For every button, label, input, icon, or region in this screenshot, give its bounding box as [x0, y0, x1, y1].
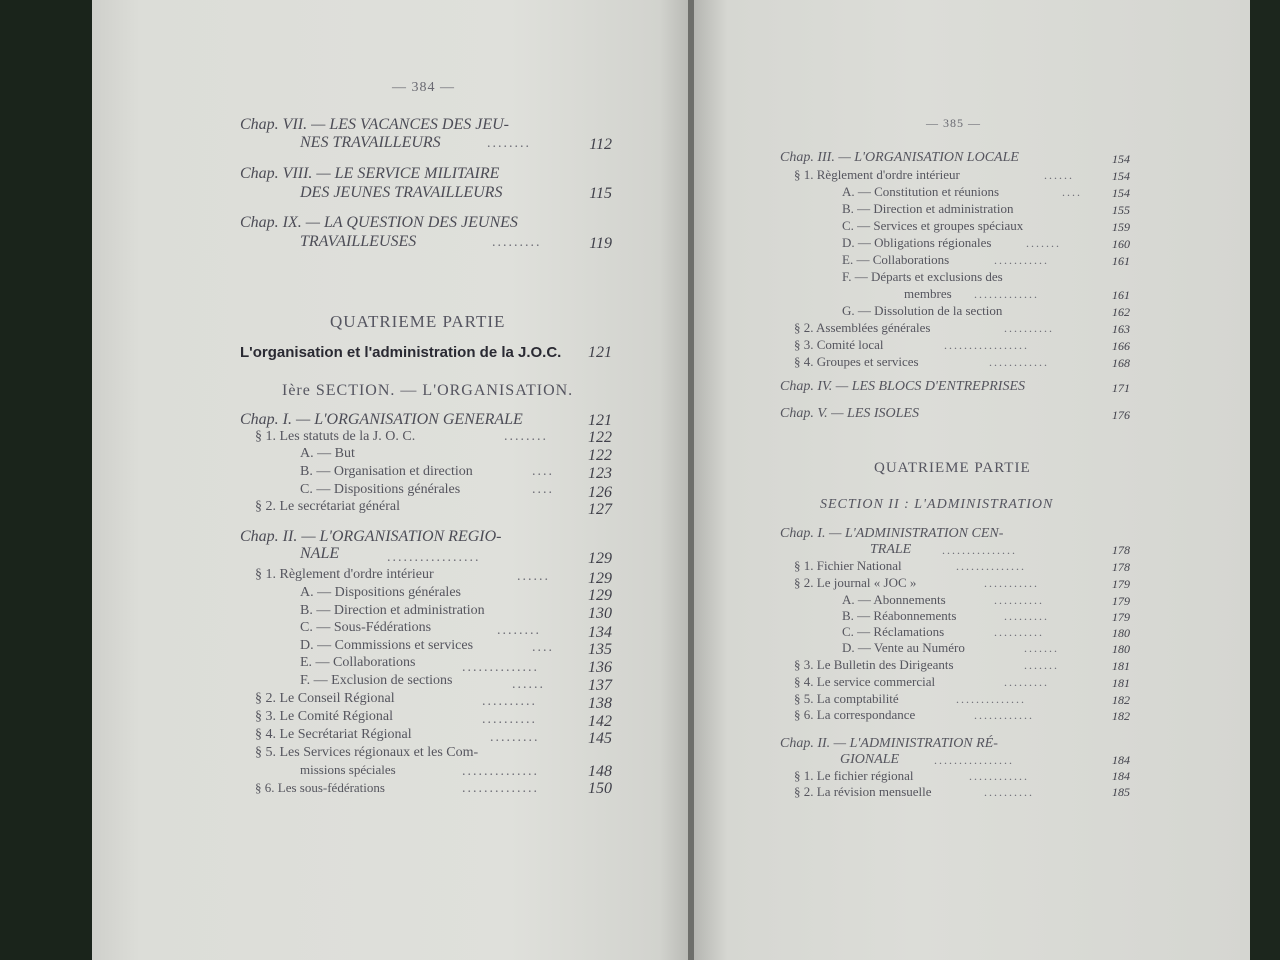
toc-entry: C. — Services et groupes spéciaux: [842, 218, 1024, 233]
toc-entry: § 2. Assemblées générales: [794, 320, 931, 335]
toc-entry: § 1. Le fichier régional: [794, 768, 914, 783]
toc-page: 185: [1112, 785, 1130, 799]
leader-dots: .........: [492, 235, 542, 250]
toc-entry: D. — Obligations régionales: [842, 235, 992, 250]
leader-dots: ............: [974, 708, 1034, 722]
page-number: — 384 —: [392, 80, 455, 95]
toc-entry: § 2. Le Conseil Régional: [255, 691, 395, 706]
toc-entry: Chap. I. — L'ADMINISTRATION CEN-: [780, 526, 1004, 541]
toc-entry: C. — Réclamations: [842, 624, 945, 639]
toc-entry: F. — Départs et exclusions des: [842, 269, 1003, 284]
toc-entry: § 2. Le secrétariat général: [255, 499, 400, 514]
toc-entry: NALE: [300, 545, 340, 562]
toc-entry: C. — Sous-Fédérations: [300, 620, 432, 635]
toc-page: 126: [588, 484, 612, 501]
toc-entry: § 6. Les sous-fédérations: [255, 780, 385, 795]
leader-dots: ..........: [482, 712, 537, 727]
leader-dots: ...........: [984, 576, 1039, 590]
toc-entry: E. — Collaborations: [842, 252, 950, 267]
leader-dots: .........: [490, 730, 540, 745]
toc-entry: D. — Commissions et services: [300, 638, 474, 653]
toc-page: 161: [1112, 288, 1130, 302]
toc-page: 154: [1112, 169, 1130, 183]
toc-entry: E. — Collaborations: [300, 655, 416, 670]
toc-page: 155: [1112, 203, 1130, 217]
toc-entry: A. — But: [300, 446, 355, 461]
page-number: — 385 —: [926, 116, 981, 130]
toc-entry: B. — Réabonnements: [842, 608, 957, 623]
leader-dots: ..............: [956, 559, 1026, 573]
toc-page: 127: [588, 501, 612, 518]
leader-dots: ..........: [482, 694, 537, 709]
toc-entry: § 4. Le Secrétariat Régional: [255, 727, 412, 742]
toc-page: 121: [588, 344, 612, 361]
toc-page: 181: [1112, 659, 1130, 673]
leader-dots: ......: [1044, 168, 1074, 182]
part-title: QUATRIEME PARTIE: [330, 312, 506, 331]
leader-dots: ........: [497, 623, 541, 638]
leader-dots: ............: [989, 355, 1049, 369]
toc-page: 142: [588, 713, 612, 730]
leader-dots: ...........: [994, 253, 1049, 267]
toc-page: 154: [1112, 186, 1130, 200]
part-title: QUATRIEME PARTIE: [874, 460, 1031, 476]
toc-entry: Chap. I. — L'ORGANISATION GENERALE: [240, 411, 523, 428]
toc-page: 178: [1112, 543, 1130, 557]
toc-page: 166: [1112, 339, 1130, 353]
toc-page: 150: [588, 780, 612, 797]
toc-entry: Chap. II. — L'ORGANISATION REGIO-: [240, 528, 502, 545]
toc-page: 178: [1112, 560, 1130, 574]
leader-dots: ....: [532, 464, 554, 479]
background-left: [0, 0, 92, 960]
background-right: [1250, 0, 1280, 960]
leader-dots: ..............: [462, 781, 539, 796]
toc-entry: Chap. V. — LES ISOLES: [780, 406, 919, 421]
toc-entry: A. — Constitution et réunions: [842, 184, 1000, 199]
leader-dots: ..............: [462, 764, 539, 779]
toc-page: 184: [1112, 753, 1130, 767]
toc-page: 137: [588, 677, 612, 694]
toc-page: 179: [1112, 577, 1130, 591]
left-page: [92, 0, 689, 960]
toc-page: 163: [1112, 322, 1130, 336]
leader-dots: ......: [517, 569, 550, 584]
leader-dots: ................: [934, 753, 1014, 767]
leader-dots: .......: [1024, 658, 1059, 672]
toc-entry: § 2. La révision mensuelle: [794, 784, 932, 799]
toc-page: 171: [1112, 381, 1130, 395]
section-title: Ière SECTION. — L'ORGANISATION.: [282, 382, 574, 399]
toc-entry: DES JEUNES TRAVAILLEURS: [300, 184, 503, 201]
toc-page: 182: [1112, 693, 1130, 707]
toc-page: 138: [588, 695, 612, 712]
toc-page: 161: [1112, 254, 1130, 268]
leader-dots: .............: [974, 287, 1039, 301]
toc-page: 182: [1112, 709, 1130, 723]
leader-dots: .......: [1024, 641, 1059, 655]
toc-entry: Chap. II. — L'ADMINISTRATION RÉ-: [780, 736, 998, 751]
toc-entry: Chap. III. — L'ORGANISATION LOCALE: [780, 150, 1019, 165]
toc-entry: A. — Abonnements: [842, 592, 946, 607]
leader-dots: ..........: [994, 625, 1044, 639]
toc-entry: Chap. IV. — LES BLOCS D'ENTREPRISES: [780, 379, 1026, 394]
toc-page: 160: [1112, 237, 1130, 251]
toc-page: 123: [588, 465, 612, 482]
toc-page: 112: [589, 136, 612, 153]
toc-page: 122: [588, 447, 612, 464]
toc-entry: § 4. Groupes et services: [794, 354, 919, 369]
toc-entry: B. — Direction et administration: [842, 201, 1014, 216]
toc-entry: NES TRAVAILLEURS: [300, 134, 441, 151]
leader-dots: ..........: [984, 785, 1034, 799]
leader-dots: ..............: [462, 660, 539, 675]
leader-dots: .................: [387, 550, 481, 565]
part-subtitle: L'organisation et l'administration de la J.O.C.: [240, 344, 562, 361]
toc-page: 130: [588, 605, 612, 622]
toc-entry: § 6. La correspondance: [794, 707, 916, 722]
toc-entry: § 3. Le Bulletin des Dirigeants: [794, 657, 954, 672]
leader-dots: ..........: [994, 593, 1044, 607]
toc-entry: § 2. Le journal « JOC »: [794, 575, 917, 590]
toc-entry: TRAVAILLEUSES: [300, 233, 417, 250]
leader-dots: ........: [487, 136, 531, 151]
toc-entry: § 1. Règlement d'ordre intérieur: [794, 167, 960, 182]
toc-entry: TRALE: [870, 542, 912, 557]
leader-dots: ...............: [942, 543, 1017, 557]
toc-page: 121: [588, 412, 612, 429]
toc-page: 129: [588, 550, 612, 567]
toc-entry: § 4. Le service commercial: [794, 674, 936, 689]
toc-page: 162: [1112, 305, 1130, 319]
toc-entry: Chap. IX. — LA QUESTION DES JEUNES: [240, 214, 518, 231]
toc-page: 181: [1112, 676, 1130, 690]
toc-page: 129: [588, 570, 612, 587]
toc-page: 134: [588, 624, 612, 641]
toc-entry: missions spéciales: [300, 762, 396, 777]
leader-dots: .........: [1004, 609, 1049, 623]
toc-page: 180: [1112, 626, 1130, 640]
toc-page: 180: [1112, 642, 1130, 656]
leader-dots: ..........: [1004, 321, 1054, 335]
toc-page: 168: [1112, 356, 1130, 370]
leader-dots: ....: [532, 640, 554, 655]
leader-dots: ....: [532, 482, 554, 497]
toc-entry: § 1. Les statuts de la J. O. C.: [255, 429, 416, 444]
toc-page: 184: [1112, 769, 1130, 783]
toc-entry: D. — Vente au Numéro: [842, 640, 965, 655]
toc-entry: § 1. Fichier National: [794, 558, 902, 573]
toc-entry: § 5. Les Services régionaux et les Com-: [255, 745, 479, 760]
toc-entry: Chap. VIII. — LE SERVICE MILITAIRE: [240, 165, 500, 182]
toc-entry: C. — Dispositions générales: [300, 482, 461, 497]
toc-page: 176: [1112, 408, 1130, 422]
toc-page: 119: [589, 235, 612, 252]
toc-page: 148: [588, 763, 612, 780]
toc-entry: B. — Direction et administration: [300, 603, 485, 618]
toc-page: 179: [1112, 594, 1130, 608]
leader-dots: .................: [944, 338, 1029, 352]
toc-entry: F. — Exclusion de sections: [300, 673, 453, 688]
right-page: [694, 0, 1250, 960]
leader-dots: ........: [504, 429, 548, 444]
toc-page: 154: [1112, 152, 1130, 166]
toc-entry: GIONALE: [840, 752, 900, 767]
toc-page: 145: [588, 730, 612, 747]
leader-dots: ............: [969, 769, 1029, 783]
toc-page: 115: [589, 185, 612, 202]
toc-entry: G. — Dissolution de la section: [842, 303, 1003, 318]
toc-entry: § 3. Le Comité Régional: [255, 709, 394, 724]
toc-entry: § 1. Règlement d'ordre intérieur: [255, 567, 434, 582]
leader-dots: ....: [1062, 185, 1082, 199]
toc-entry: Chap. VII. — LES VACANCES DES JEU-: [240, 116, 510, 133]
section-title: SECTION II : L'ADMINISTRATION: [820, 497, 1054, 512]
toc-page: 129: [588, 587, 612, 604]
leader-dots: .........: [1004, 675, 1049, 689]
toc-entry: § 5. La comptabilité: [794, 691, 899, 706]
leader-dots: .......: [1026, 236, 1061, 250]
toc-entry: A. — Dispositions générales: [300, 585, 461, 600]
toc-page: 122: [588, 429, 612, 446]
leader-dots: ......: [512, 677, 545, 692]
toc-page: 159: [1112, 220, 1130, 234]
toc-entry: membres: [904, 286, 952, 301]
toc-page: 179: [1112, 610, 1130, 624]
toc-entry: B. — Organisation et direction: [300, 464, 473, 479]
toc-entry: § 3. Comité local: [794, 337, 884, 352]
toc-page: 135: [588, 641, 612, 658]
leader-dots: ..............: [956, 692, 1026, 706]
toc-page: 136: [588, 659, 612, 676]
